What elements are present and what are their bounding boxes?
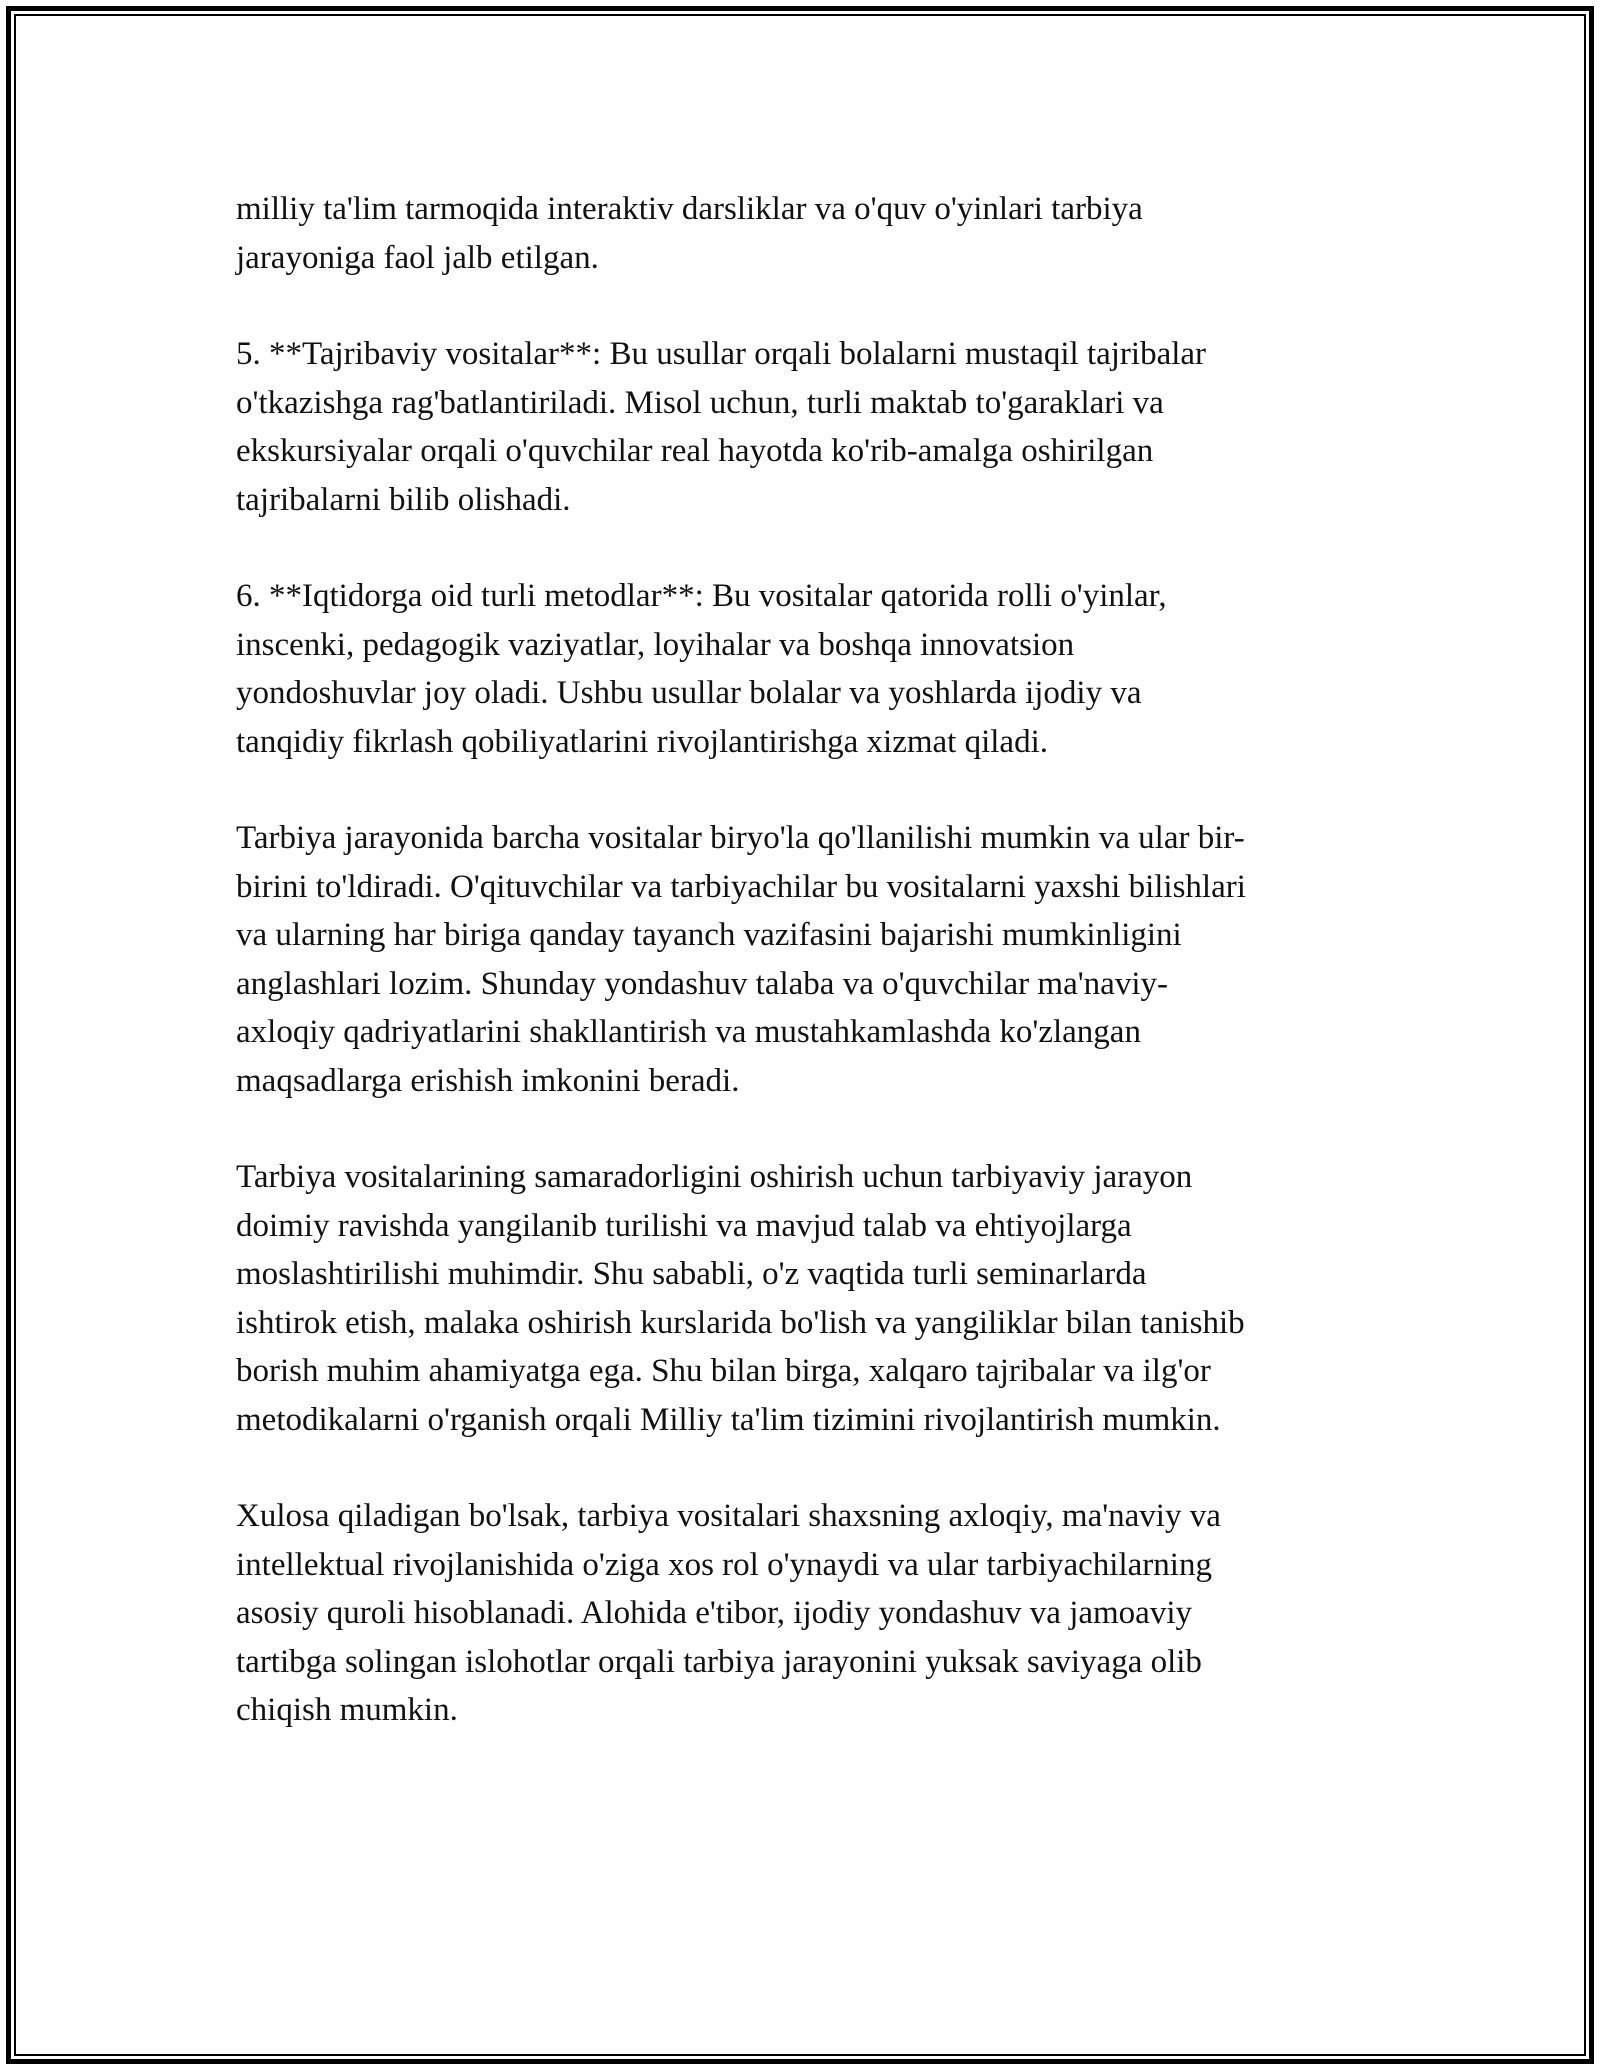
document-body — [236, 185, 1366, 1783]
paragraph-complementary-tools: Tarbiya jarayonida barcha vositalar biryo'la qo'llanilishi mumkin va ular bir- birini to'ldiradi. O'qituvchilar va tarbiyachilar bu vositalarni yaxshi bilishlari va ularning har biriga qanday tayanch vazifasini bajarishi mumkinligini anglashlari lozim. Shunday yondashuv talaba va o'quvchilar ma'naviy- axloqiy qadriyatlarini shakllantirish va mustahkamlashda ko'zlangan maqsadlarga erishish imkonini beradi. — [236, 820, 1246, 1099]
paragraph-effectiveness: Tarbiya vositalarining samaradorligini oshirish uchun tarbiyaviy jarayon doimiy ravishda yangilanib turilishi va mavjud talab va ehtiyojlarga moslashtirilishi muhimdir. Shu sababli, o'z vaqtida turli seminarlarda ishtirok etish, malaka oshirish kurslarida bo'lish va yangiliklar bilan tanishib borish muhim ahamiyatga ega. Shu bilan birga, xalqaro tajribalar va ilg'or metodikalarni o'rganish orqali Milliy ta'lim tizimini rivojlantirish mumkin. — [236, 1159, 1245, 1438]
paragraph-conclusion: Xulosa qiladigan bo'lsak, tarbiya vositalari shaxsning axloqiy, ma'naviy va intellektual rivojlanishida o'ziga xos rol o'ynaydi va ular tarbiyachilarning asosiy quroli hisoblanadi. Alohida e'tibor, ijodiy yondashuv va jamoaviy tartibga solingan islohotlar orqali tarbiya jarayonini yuksak saviyaga olib chiqish mumkin. — [236, 1498, 1221, 1728]
paragraph-continuation: milliy ta'lim tarmoqida interaktiv darsliklar va o'quv o'yinlari tarbiya jarayoniga faol jalb etilgan. — [236, 191, 1143, 276]
paragraph-item-6: 6. **Iqtidorga oid turli metodlar**: Bu vositalar qatorida rolli o'yinlar, inscenki, pedagogik vaziyatlar, loyihalar va boshqa innovatsion yondoshuvlar joy oladi. Ushbu usullar bolalar va yoshlarda ijodiy va tanqidiy fikrlash qobiliyatlarini rivojlantirishga xizmat qiladi. — [236, 578, 1167, 760]
paragraph-item-5: 5. **Tajribaviy vositalar**: Bu usullar orqali bolalarni mustaqil tajribalar o'tkazishga rag'batlantiriladi. Misol uchun, turli maktab to'garaklari va ekskursiyalar orqali o'quvchilar real hayotda ko'rib-amalga oshirilgan tajribalarni bilib olishadi. — [236, 336, 1207, 518]
